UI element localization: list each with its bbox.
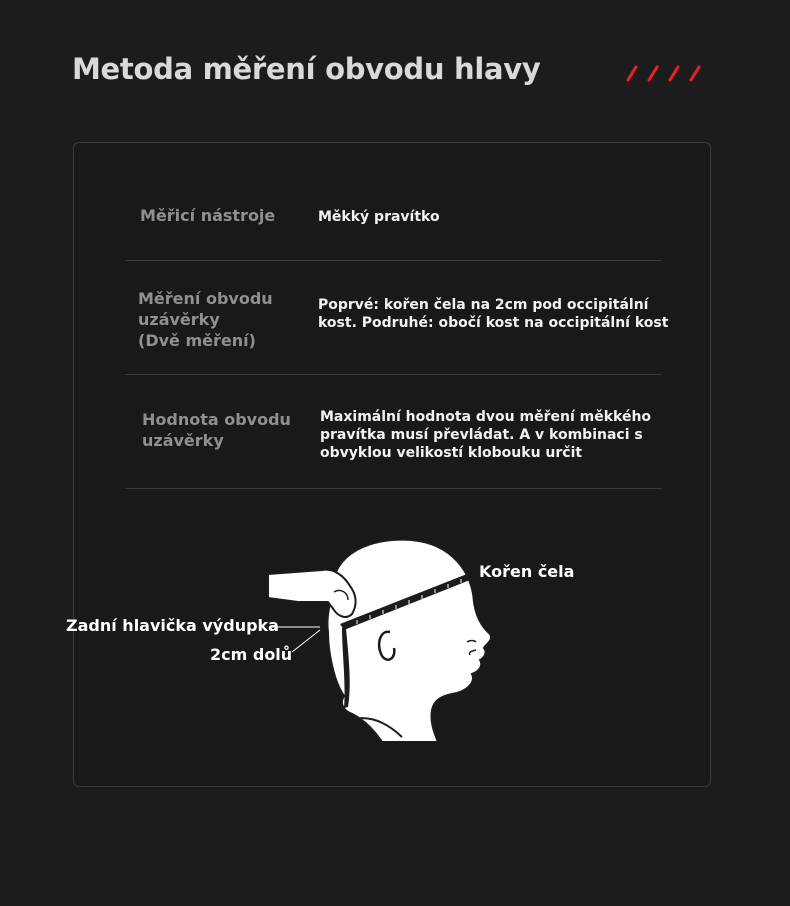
row-value-circumference-measure [318, 296, 668, 332]
decorative-slashes-icon [624, 62, 708, 84]
row-value-circumference-value [320, 408, 651, 462]
row-divider [125, 260, 661, 261]
row-divider [125, 488, 661, 489]
label-line: Hodnota obvodu [142, 410, 291, 429]
value-line: pravítka musí převládat. A v kombinaci s [320, 427, 643, 443]
label-occipital-bump: Zadní hlavička výdupka [66, 616, 279, 635]
page-title: Metoda měření obvodu hlavy [72, 52, 541, 86]
pointer-lines [270, 600, 350, 660]
value-line: kost. Podruhé: obočí kost na occipitální kost [318, 315, 669, 331]
label-line: uzávěrky [142, 431, 224, 450]
row-value-tools: Měkký pravítko [318, 209, 440, 225]
label-forehead-root: Kořen čela [479, 562, 575, 581]
value-line: Poprvé: kořen čela na 2cm pod occipitální [318, 297, 649, 313]
label-line: (Dvě měření) [138, 331, 256, 350]
row-label-circumference-value [142, 409, 291, 451]
row-label-tools: Měřicí nástroje [140, 206, 276, 225]
row-divider [125, 374, 661, 375]
value-line: obvyklou velikostí klobouku určit [320, 445, 583, 461]
label-2cm-down: 2cm dolů [210, 645, 293, 664]
label-line: Měření obvodu [138, 289, 273, 308]
row-label-circumference-measure [138, 288, 273, 351]
value-line: Maximální hodnota dvou měření měkkého [320, 409, 652, 425]
label-line: uzávěrky [138, 310, 220, 329]
